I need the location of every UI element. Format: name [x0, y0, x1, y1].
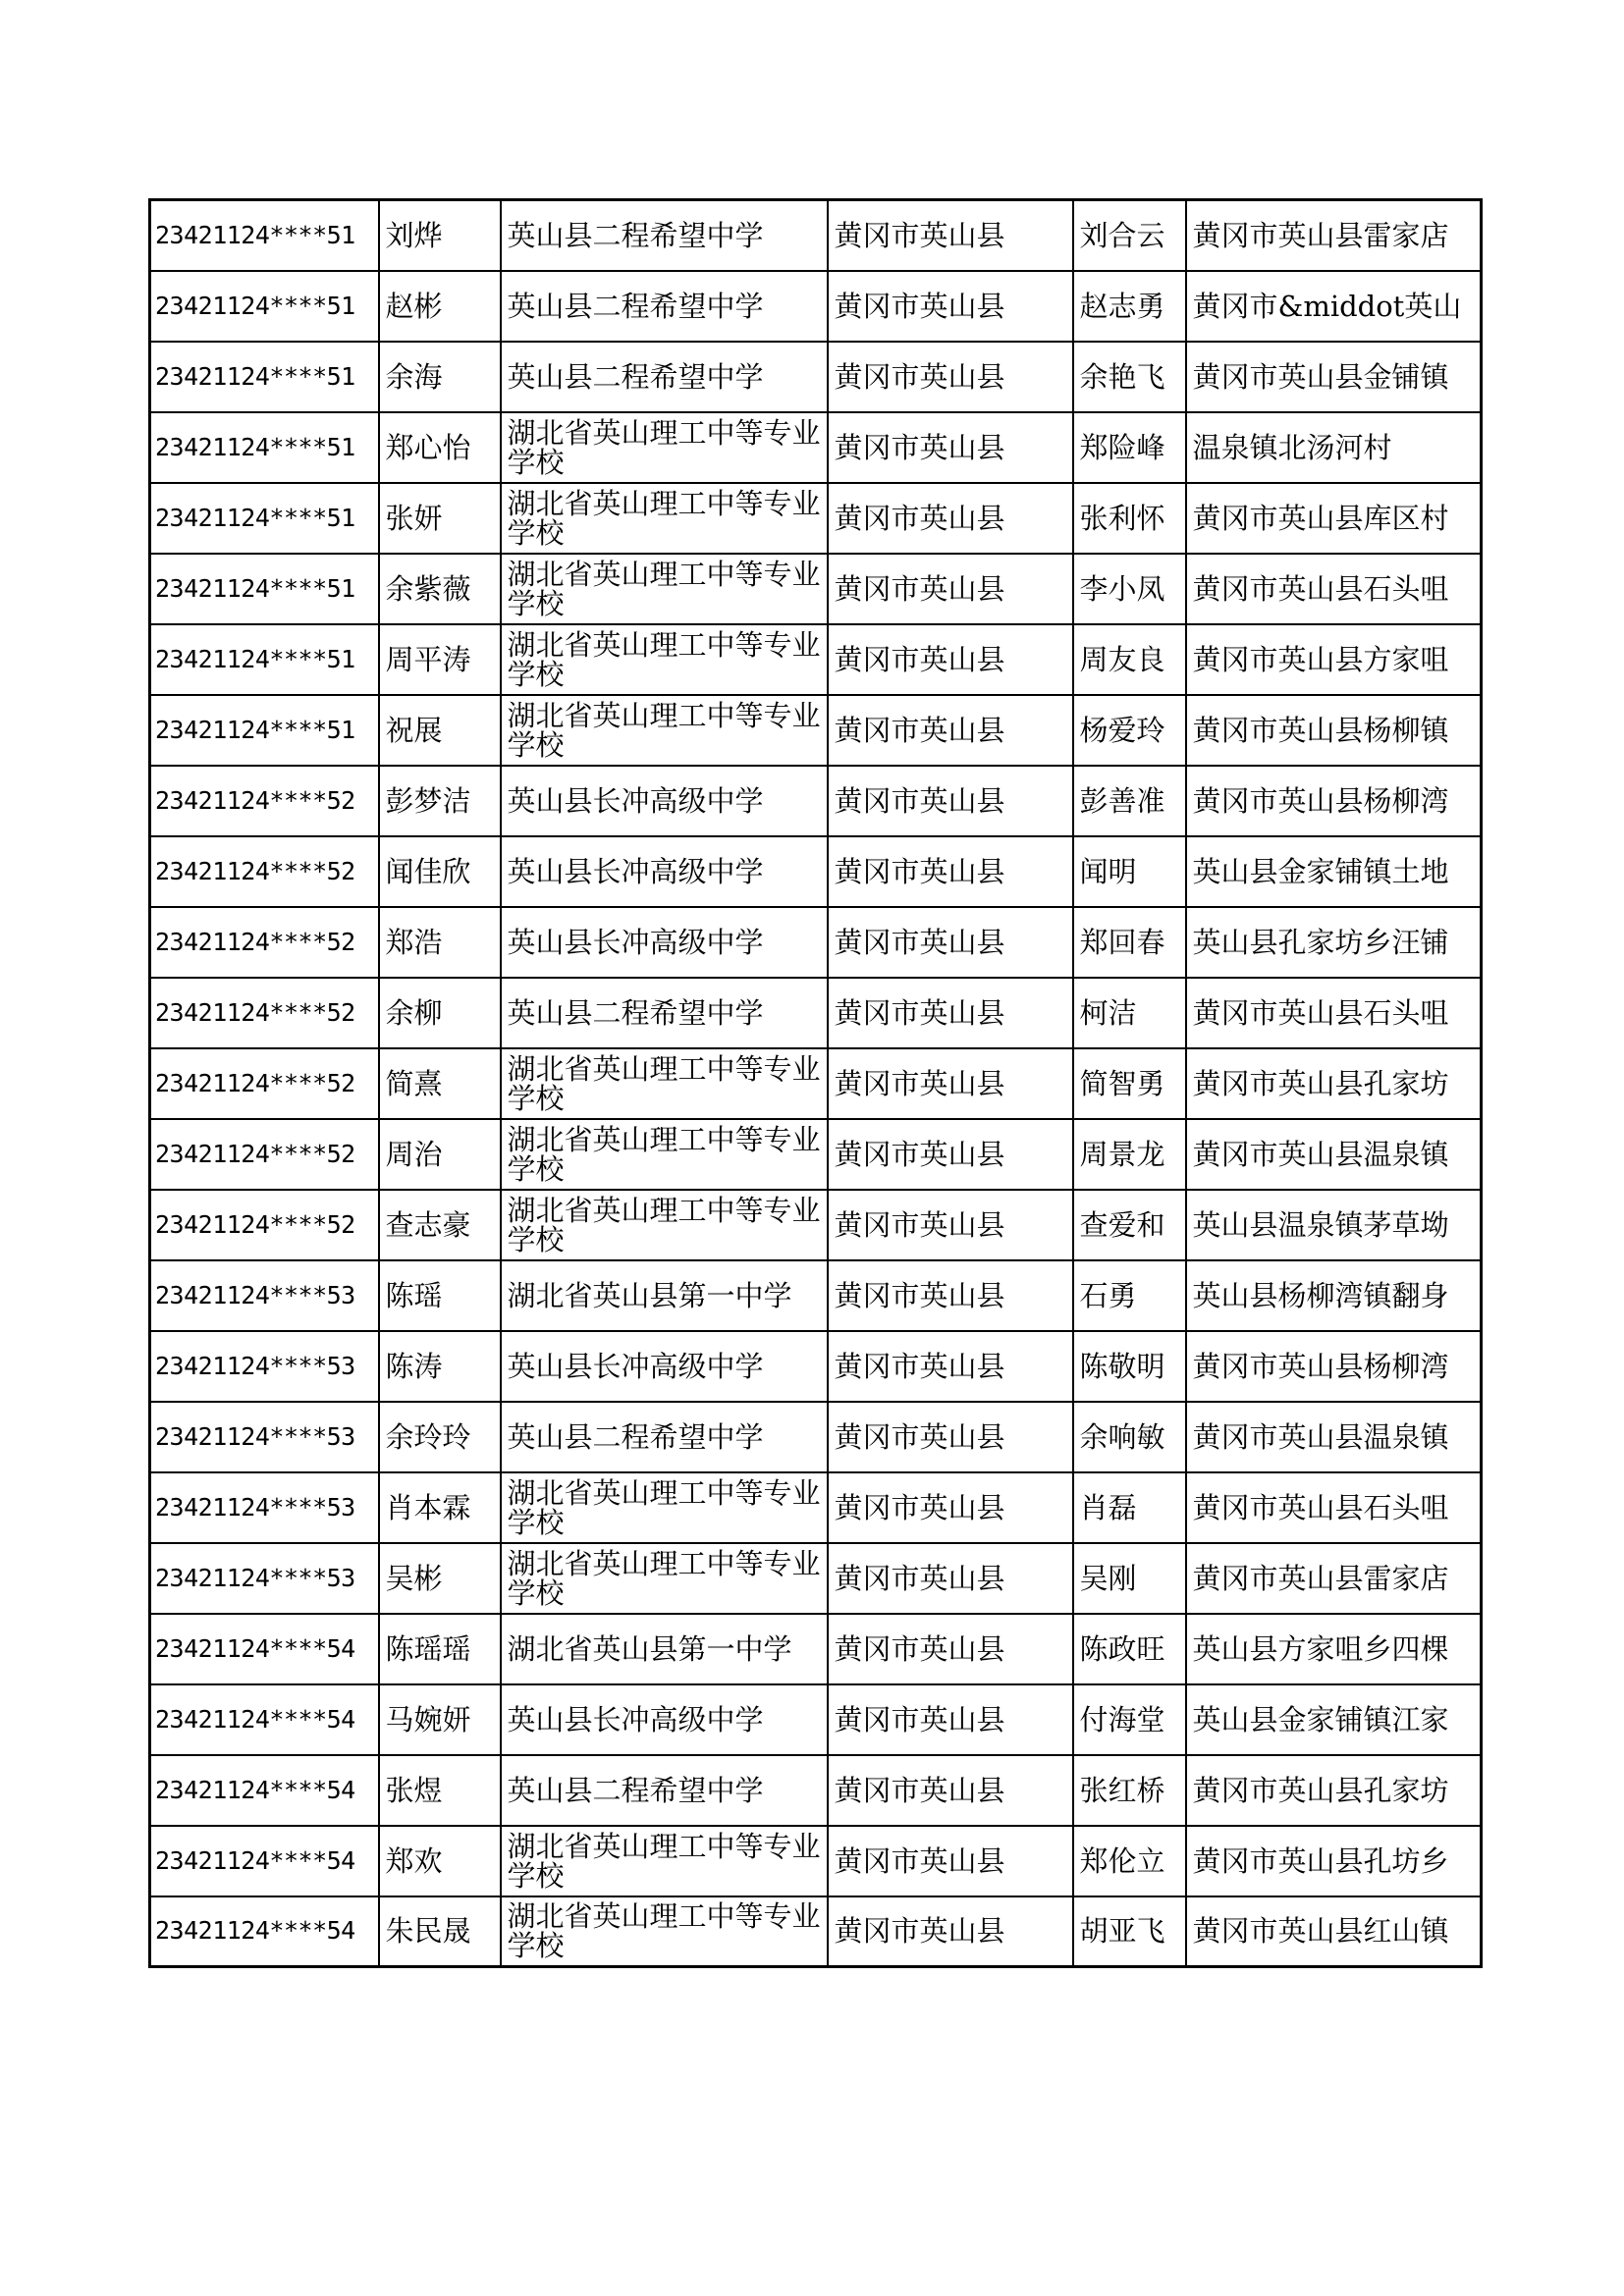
guardian-name-cell: 周景龙: [1073, 1119, 1186, 1190]
school-cell: 湖北省英山理工中等专业学校: [501, 554, 828, 624]
school-cell: 湖北省英山理工中等专业学校: [501, 412, 828, 483]
guardian-name-cell: 余艳飞: [1073, 342, 1186, 412]
id-number-cell: 23421124****53: [150, 1260, 379, 1331]
address-cell: 黄冈市英山县金铺镇: [1186, 342, 1482, 412]
table-row: [150, 766, 1482, 836]
table-row: [150, 271, 1482, 342]
table-row: [150, 1260, 1482, 1331]
id-number-cell: 23421124****52: [150, 836, 379, 907]
id-number-cell: 23421124****52: [150, 978, 379, 1048]
guardian-name-cell: 胡亚飞: [1073, 1896, 1186, 1967]
guardian-name-cell: 郑险峰: [1073, 412, 1186, 483]
table-row: [150, 554, 1482, 624]
table-row: [150, 412, 1482, 483]
guardian-name-cell: 肖磊: [1073, 1472, 1186, 1543]
guardian-name-cell: 石勇: [1073, 1260, 1186, 1331]
region-cell: 黄冈市英山县: [828, 200, 1073, 271]
id-number-cell: 23421124****54: [150, 1684, 379, 1755]
region-cell: 黄冈市英山县: [828, 1684, 1073, 1755]
guardian-name-cell: 郑回春: [1073, 907, 1186, 978]
school-cell: 湖北省英山理工中等专业学校: [501, 1119, 828, 1190]
id-number-cell: 23421124****51: [150, 412, 379, 483]
guardian-name-cell: 刘合云: [1073, 200, 1186, 271]
id-number-cell: 23421124****52: [150, 1119, 379, 1190]
region-cell: 黄冈市英山县: [828, 695, 1073, 766]
guardian-name-cell: 张红桥: [1073, 1755, 1186, 1826]
id-number-cell: 23421124****53: [150, 1543, 379, 1614]
student-name-cell: 简熹: [379, 1048, 501, 1119]
school-cell: 湖北省英山县第一中学: [501, 1614, 828, 1684]
guardian-name-cell: 张利怀: [1073, 483, 1186, 554]
address-cell: 英山县杨柳湾镇翻身: [1186, 1260, 1482, 1331]
student-record-table: [148, 198, 1483, 1968]
guardian-name-cell: 彭善准: [1073, 766, 1186, 836]
address-cell: 黄冈市英山县孔家坊: [1186, 1048, 1482, 1119]
id-number-cell: 23421124****51: [150, 483, 379, 554]
address-cell: 黄冈市英山县温泉镇: [1186, 1402, 1482, 1472]
student-name-cell: 余玲玲: [379, 1402, 501, 1472]
address-cell: 英山县金家铺镇土地: [1186, 836, 1482, 907]
address-cell: 黄冈市&middot英山: [1186, 271, 1482, 342]
guardian-name-cell: 付海堂: [1073, 1684, 1186, 1755]
address-cell: 温泉镇北汤河村: [1186, 412, 1482, 483]
table-row: [150, 1614, 1482, 1684]
region-cell: 黄冈市英山县: [828, 1190, 1073, 1260]
guardian-name-cell: 柯洁: [1073, 978, 1186, 1048]
region-cell: 黄冈市英山县: [828, 836, 1073, 907]
region-cell: 黄冈市英山县: [828, 978, 1073, 1048]
student-name-cell: 张妍: [379, 483, 501, 554]
region-cell: 黄冈市英山县: [828, 342, 1073, 412]
guardian-name-cell: 陈政旺: [1073, 1614, 1186, 1684]
address-cell: 黄冈市英山县库区村: [1186, 483, 1482, 554]
student-name-cell: 郑浩: [379, 907, 501, 978]
region-cell: 黄冈市英山县: [828, 483, 1073, 554]
table-row: [150, 342, 1482, 412]
table-body: [150, 200, 1482, 1967]
school-cell: 英山县长冲高级中学: [501, 766, 828, 836]
student-name-cell: 马婉妍: [379, 1684, 501, 1755]
address-cell: 黄冈市英山县石头咀: [1186, 554, 1482, 624]
address-cell: 黄冈市英山县雷家店: [1186, 200, 1482, 271]
table-row: [150, 1331, 1482, 1402]
id-number-cell: 23421124****54: [150, 1614, 379, 1684]
guardian-name-cell: 余响敏: [1073, 1402, 1186, 1472]
school-cell: 英山县长冲高级中学: [501, 1684, 828, 1755]
guardian-name-cell: 赵志勇: [1073, 271, 1186, 342]
region-cell: 黄冈市英山县: [828, 1402, 1073, 1472]
region-cell: 黄冈市英山县: [828, 1614, 1073, 1684]
table-row: [150, 483, 1482, 554]
address-cell: 黄冈市英山县杨柳湾: [1186, 766, 1482, 836]
table-row: [150, 1472, 1482, 1543]
guardian-name-cell: 李小凤: [1073, 554, 1186, 624]
student-name-cell: 祝展: [379, 695, 501, 766]
guardian-name-cell: 杨爱玲: [1073, 695, 1186, 766]
student-name-cell: 刘烨: [379, 200, 501, 271]
school-cell: 湖北省英山县第一中学: [501, 1260, 828, 1331]
address-cell: 英山县温泉镇茅草坳: [1186, 1190, 1482, 1260]
region-cell: 黄冈市英山县: [828, 1048, 1073, 1119]
student-name-cell: 彭梦洁: [379, 766, 501, 836]
school-cell: 英山县二程希望中学: [501, 200, 828, 271]
student-name-cell: 闻佳欣: [379, 836, 501, 907]
id-number-cell: 23421124****51: [150, 200, 379, 271]
student-name-cell: 郑欢: [379, 1826, 501, 1896]
address-cell: 黄冈市英山县方家咀: [1186, 624, 1482, 695]
table-row: [150, 1543, 1482, 1614]
id-number-cell: 23421124****51: [150, 342, 379, 412]
student-name-cell: 陈瑶: [379, 1260, 501, 1331]
student-name-cell: 周平涛: [379, 624, 501, 695]
student-name-cell: 查志豪: [379, 1190, 501, 1260]
id-number-cell: 23421124****54: [150, 1755, 379, 1826]
guardian-name-cell: 陈敬明: [1073, 1331, 1186, 1402]
address-cell: 黄冈市英山县石头咀: [1186, 978, 1482, 1048]
region-cell: 黄冈市英山县: [828, 1331, 1073, 1402]
table-row: [150, 1048, 1482, 1119]
address-cell: 英山县方家咀乡四棵: [1186, 1614, 1482, 1684]
table-row: [150, 836, 1482, 907]
guardian-name-cell: 简智勇: [1073, 1048, 1186, 1119]
table-row: [150, 200, 1482, 271]
student-name-cell: 朱民晟: [379, 1896, 501, 1967]
student-name-cell: 赵彬: [379, 271, 501, 342]
school-cell: 湖北省英山理工中等专业学校: [501, 1472, 828, 1543]
student-name-cell: 余紫薇: [379, 554, 501, 624]
table-row: [150, 695, 1482, 766]
address-cell: 黄冈市英山县孔家坊: [1186, 1755, 1482, 1826]
id-number-cell: 23421124****52: [150, 907, 379, 978]
school-cell: 英山县长冲高级中学: [501, 836, 828, 907]
region-cell: 黄冈市英山县: [828, 907, 1073, 978]
table-row: [150, 1755, 1482, 1826]
address-cell: 黄冈市英山县杨柳镇: [1186, 695, 1482, 766]
student-name-cell: 吴彬: [379, 1543, 501, 1614]
school-cell: 湖北省英山理工中等专业学校: [501, 1048, 828, 1119]
table-row: [150, 1826, 1482, 1896]
id-number-cell: 23421124****51: [150, 554, 379, 624]
student-name-cell: 余海: [379, 342, 501, 412]
student-name-cell: 周治: [379, 1119, 501, 1190]
school-cell: 湖北省英山理工中等专业学校: [501, 1896, 828, 1967]
region-cell: 黄冈市英山县: [828, 1543, 1073, 1614]
table-row: [150, 624, 1482, 695]
address-cell: 英山县孔家坊乡汪铺: [1186, 907, 1482, 978]
table-row: [150, 907, 1482, 978]
guardian-name-cell: 吴刚: [1073, 1543, 1186, 1614]
table-row: [150, 978, 1482, 1048]
region-cell: 黄冈市英山县: [828, 624, 1073, 695]
school-cell: 湖北省英山理工中等专业学校: [501, 1543, 828, 1614]
guardian-name-cell: 查爱和: [1073, 1190, 1186, 1260]
id-number-cell: 23421124****54: [150, 1896, 379, 1967]
region-cell: 黄冈市英山县: [828, 1755, 1073, 1826]
student-name-cell: 陈瑶瑶: [379, 1614, 501, 1684]
school-cell: 湖北省英山理工中等专业学校: [501, 624, 828, 695]
id-number-cell: 23421124****51: [150, 271, 379, 342]
id-number-cell: 23421124****54: [150, 1826, 379, 1896]
address-cell: 黄冈市英山县孔坊乡: [1186, 1826, 1482, 1896]
id-number-cell: 23421124****52: [150, 1190, 379, 1260]
id-number-cell: 23421124****53: [150, 1331, 379, 1402]
id-number-cell: 23421124****53: [150, 1472, 379, 1543]
id-number-cell: 23421124****53: [150, 1402, 379, 1472]
address-cell: 黄冈市英山县红山镇: [1186, 1896, 1482, 1967]
student-name-cell: 余柳: [379, 978, 501, 1048]
table-row: [150, 1190, 1482, 1260]
address-cell: 黄冈市英山县石头咀: [1186, 1472, 1482, 1543]
student-name-cell: 郑心怡: [379, 412, 501, 483]
student-name-cell: 张煜: [379, 1755, 501, 1826]
school-cell: 英山县长冲高级中学: [501, 907, 828, 978]
student-name-cell: 肖本霖: [379, 1472, 501, 1543]
region-cell: 黄冈市英山县: [828, 1119, 1073, 1190]
guardian-name-cell: 闻明: [1073, 836, 1186, 907]
table-row: [150, 1119, 1482, 1190]
id-number-cell: 23421124****52: [150, 766, 379, 836]
school-cell: 英山县二程希望中学: [501, 978, 828, 1048]
region-cell: 黄冈市英山县: [828, 1472, 1073, 1543]
id-number-cell: 23421124****51: [150, 624, 379, 695]
school-cell: 英山县二程希望中学: [501, 1755, 828, 1826]
region-cell: 黄冈市英山县: [828, 412, 1073, 483]
school-cell: 湖北省英山理工中等专业学校: [501, 483, 828, 554]
region-cell: 黄冈市英山县: [828, 1260, 1073, 1331]
guardian-name-cell: 周友良: [1073, 624, 1186, 695]
school-cell: 湖北省英山理工中等专业学校: [501, 1190, 828, 1260]
address-cell: 英山县金家铺镇江家: [1186, 1684, 1482, 1755]
school-cell: 英山县二程希望中学: [501, 271, 828, 342]
guardian-name-cell: 郑伦立: [1073, 1826, 1186, 1896]
school-cell: 湖北省英山理工中等专业学校: [501, 1826, 828, 1896]
school-cell: 英山县二程希望中学: [501, 1402, 828, 1472]
school-cell: 湖北省英山理工中等专业学校: [501, 695, 828, 766]
address-cell: 黄冈市英山县杨柳湾: [1186, 1331, 1482, 1402]
table-row: [150, 1896, 1482, 1967]
id-number-cell: 23421124****51: [150, 695, 379, 766]
table-row: [150, 1402, 1482, 1472]
school-cell: 英山县二程希望中学: [501, 342, 828, 412]
id-number-cell: 23421124****52: [150, 1048, 379, 1119]
address-cell: 黄冈市英山县温泉镇: [1186, 1119, 1482, 1190]
school-cell: 英山县长冲高级中学: [501, 1331, 828, 1402]
region-cell: 黄冈市英山县: [828, 1826, 1073, 1896]
region-cell: 黄冈市英山县: [828, 271, 1073, 342]
address-cell: 黄冈市英山县雷家店: [1186, 1543, 1482, 1614]
region-cell: 黄冈市英山县: [828, 766, 1073, 836]
region-cell: 黄冈市英山县: [828, 1896, 1073, 1967]
table-row: [150, 1684, 1482, 1755]
region-cell: 黄冈市英山县: [828, 554, 1073, 624]
student-name-cell: 陈涛: [379, 1331, 501, 1402]
